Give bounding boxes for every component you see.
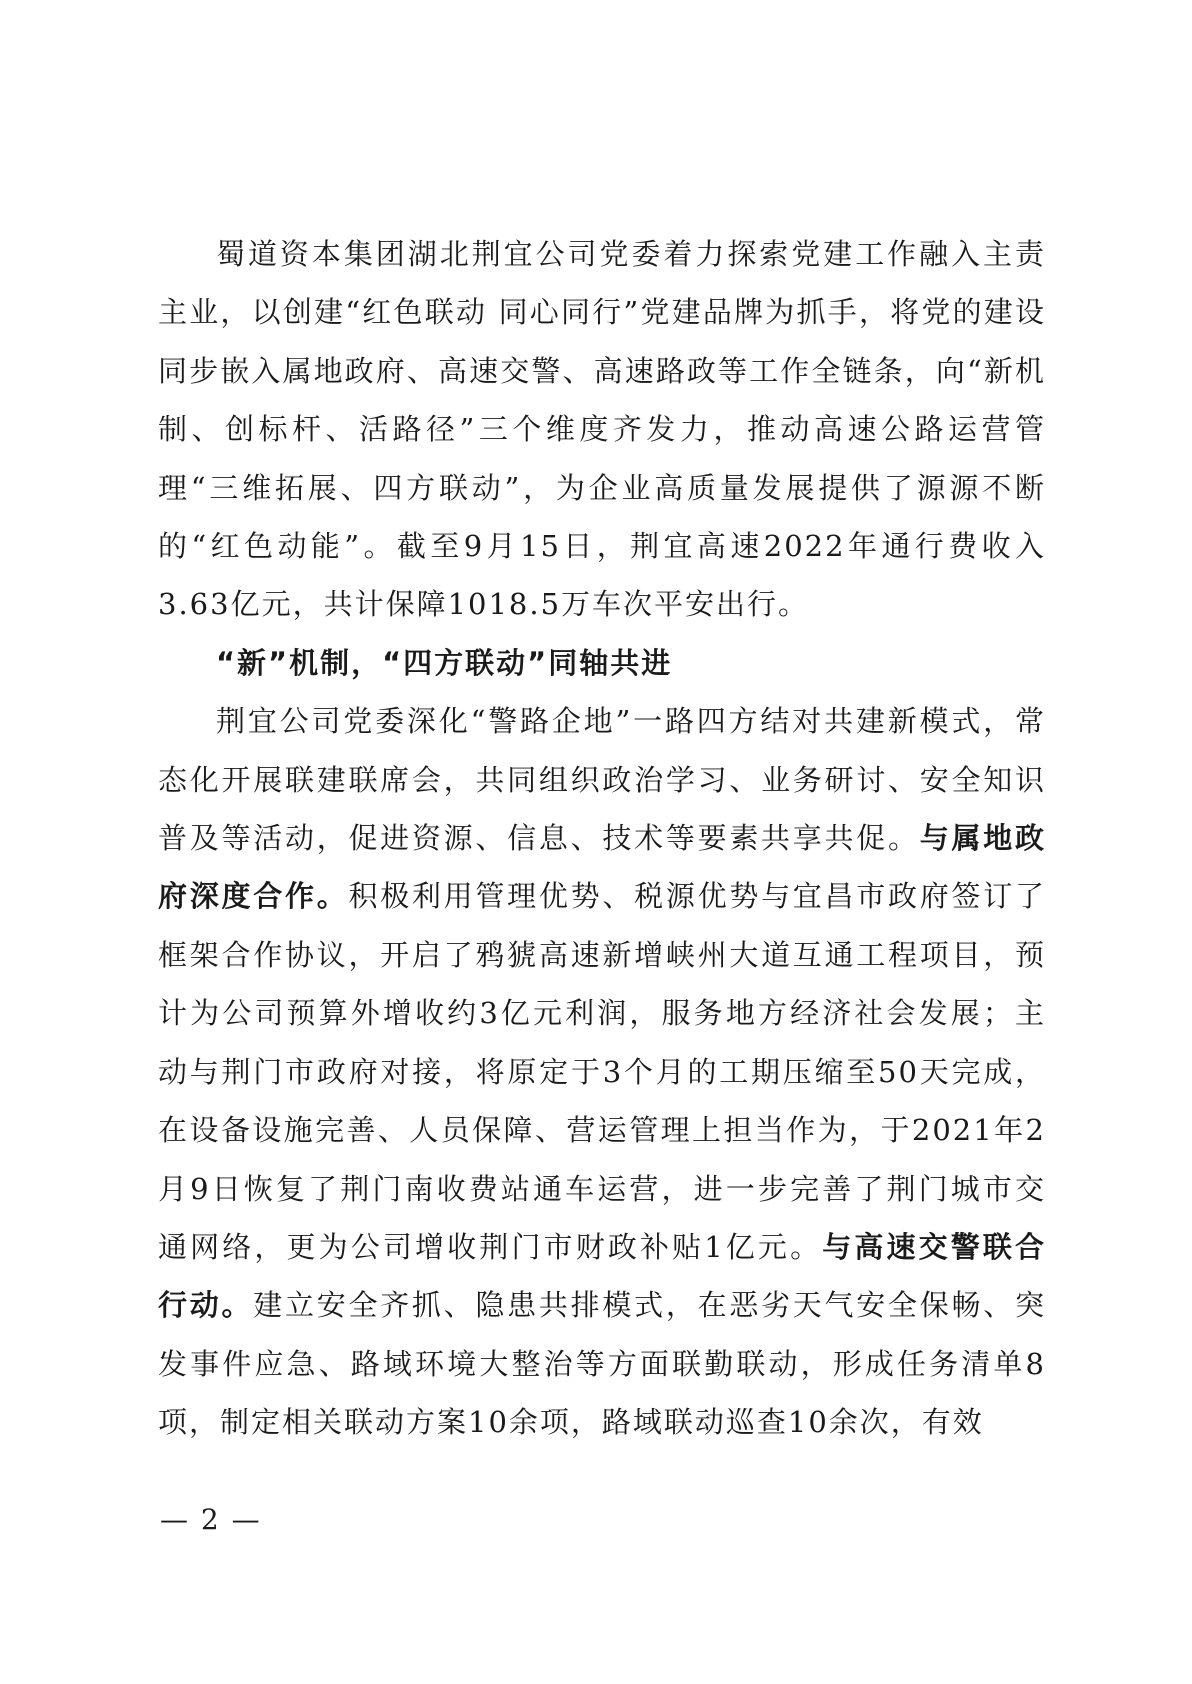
page-number: — 2 — <box>160 1503 262 1536</box>
section-text-1: 荆宜公司党委深化“警路企地”一路四方结对共建新模式，常态化开展联建联席会，共同组织政治学习、业务研讨、安全知识普及等活动，促进资源、信息、技术等要素共享共促。 <box>158 704 1046 856</box>
article-body <box>158 225 1046 1452</box>
section-text-3: 建立安全齐抓、隐患共排模式，在恶劣天气安全保畅、突发事件应急、路域环境大整治等方面联勤联动，形成任务清单8项，制定相关联动方案10余项，路域联动巡查10余次，有效 <box>158 1288 1046 1440</box>
section-bold-2: 与高速交警联合行动。 <box>158 1229 1046 1323</box>
section-paragraph <box>158 692 1046 1451</box>
section-heading: “新”机制，“四方联动”同轴共进 <box>216 645 673 680</box>
section-text-2: 积极利用管理优势、税源优势与宜昌市政府签订了框架合作协议，开启了鸦猇高速新增峡州大道互通工程项目，预计为公司预算外增收约3亿元利润，服务地方经济社会发展；主动与荆门市政府对接，将原定于3个月的工期压缩至50天完成，在设备设施完善、人员保障、营运管理上担当作为，于2021年2月9日恢复了荆门南收费站通车运营，进一步完善了荆门城市交通网络，更为公司增收荆门市财政补贴1亿元。 <box>158 879 1046 1264</box>
intro-paragraph: 蜀道资本集团湖北荆宜公司党委着力探索党建工作融入主责主业，以创建“红色联动 同心同行”党建品牌为抓手，将党的建设同步嵌入属地政府、高速交警、高速路政等工作全链条，向“新机制、创标杆、活路径”三个维度齐发力，推动高速公路运营管理“三维拓展、四方联动”，为企业高质量发展提供了源源不断的“红色动能”。截至9月15日，荆宜高速2022年通行费收入3.63亿元，共计保障1018.5万车次平安出行。 <box>158 237 1046 622</box>
section-bold-1: 与属地政府深度合作。 <box>158 821 1046 914</box>
